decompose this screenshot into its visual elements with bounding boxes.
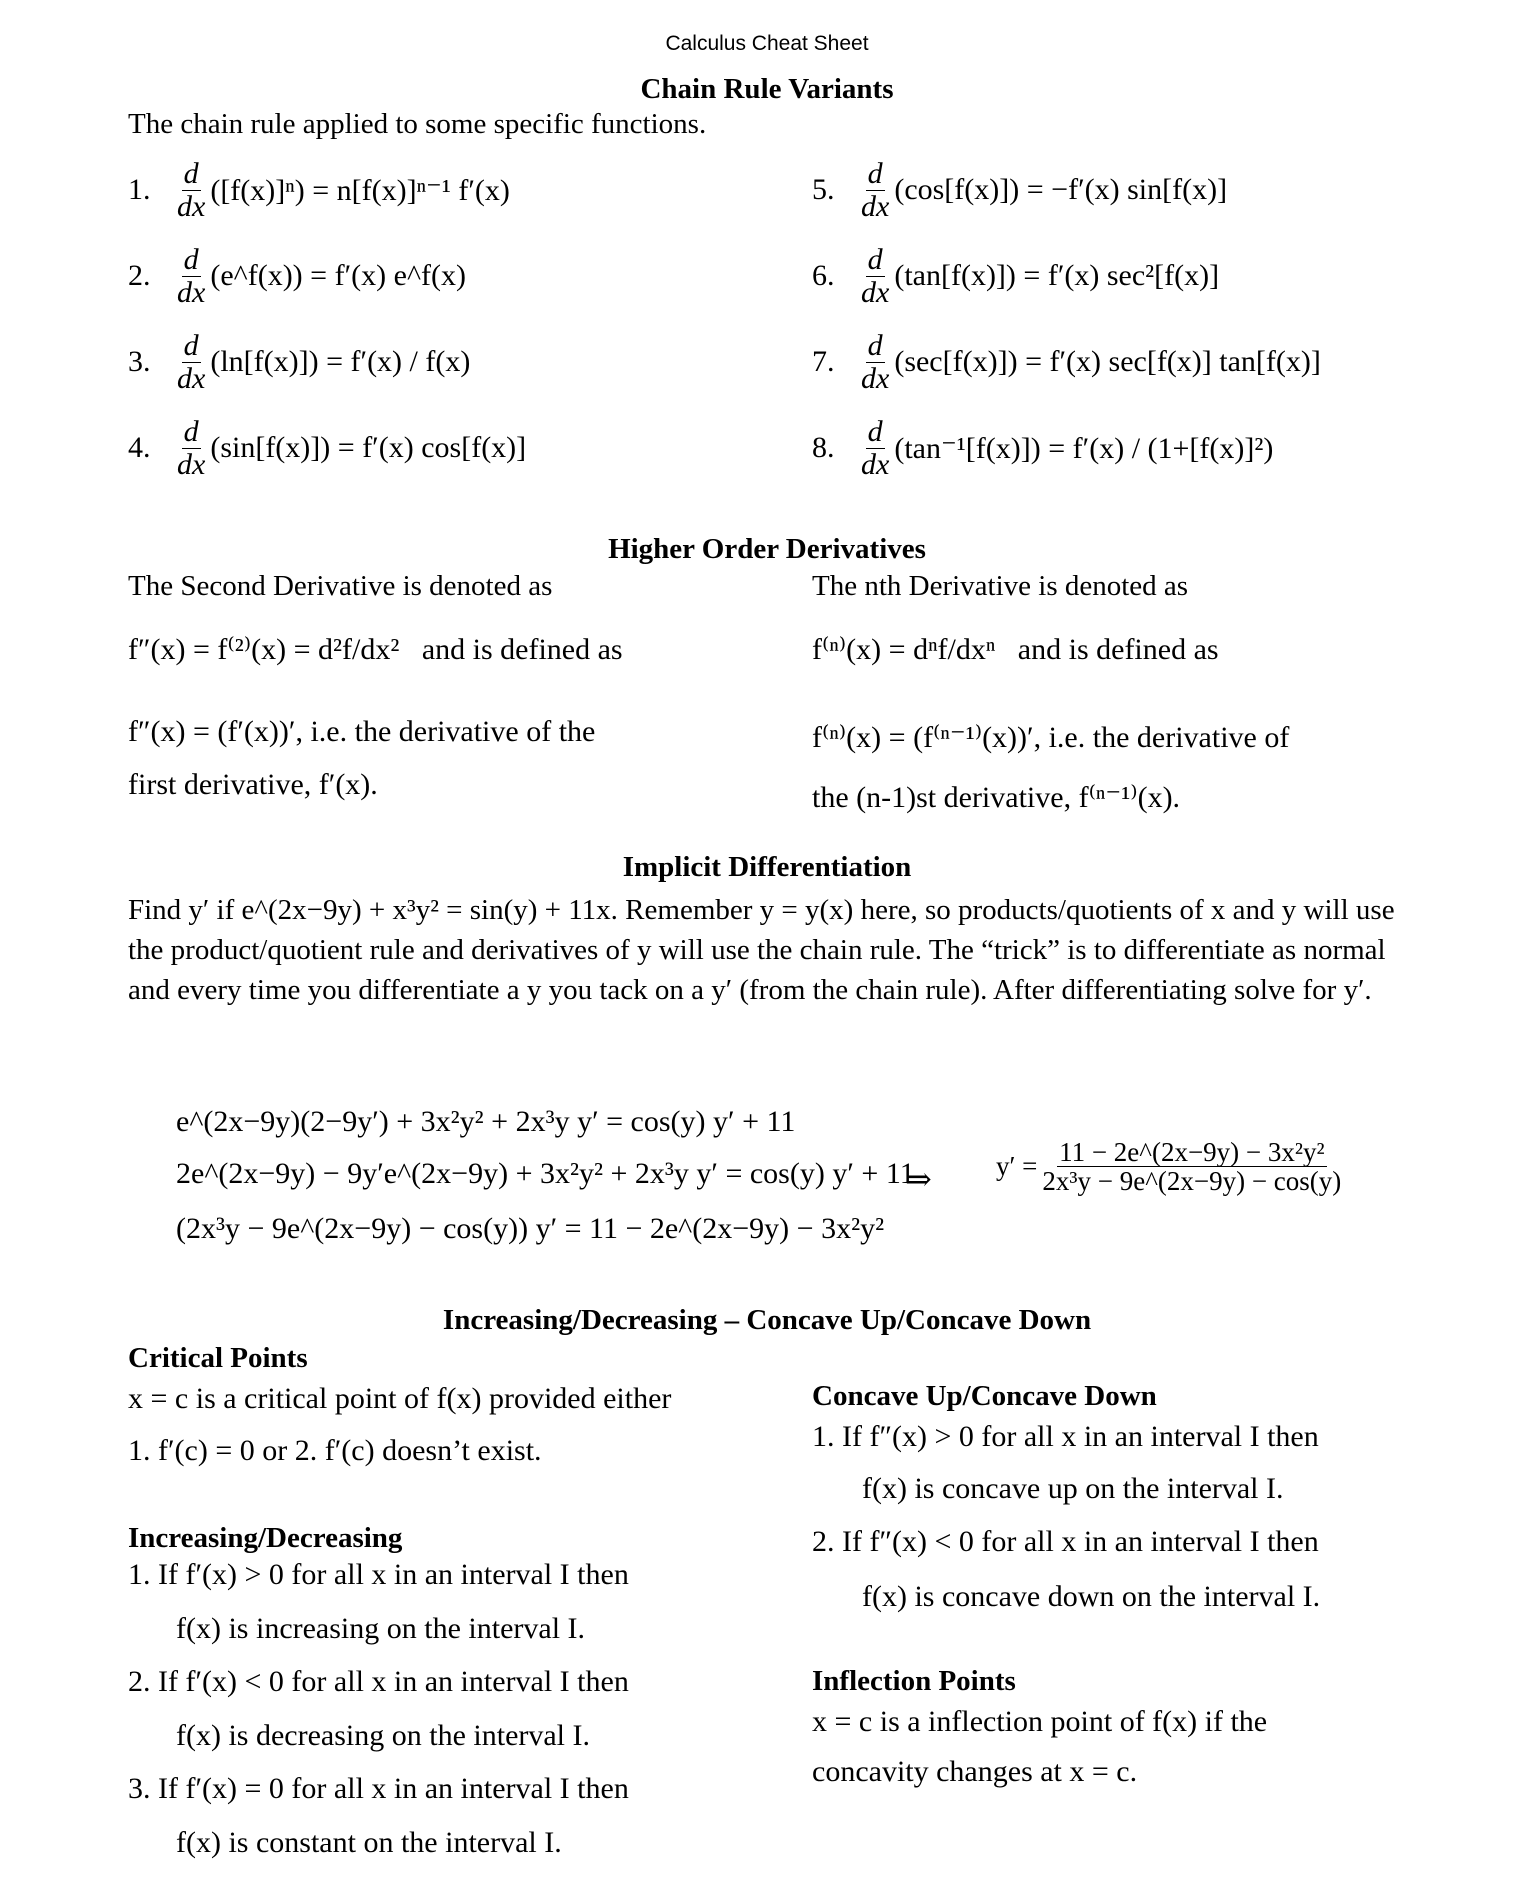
implicit-result: y′ = $\frac{\text{11 − 2e\textasciicircum{}(2x−9y) − 3x²y²}}{\text{2x³y − 9e\textasciicircum{}(2x−9y) − cos(y)}}$ bbox=[996, 1137, 1342, 1197]
inflection-line-1: x = c is a inflection point of f(x) if the bbox=[812, 1705, 1268, 1738]
implicit-line-3: (2x³y − 9e^(2x−9y) − cos(y)) y′ = 11 − 2e^(2x−9y) − 3x²y² bbox=[176, 1212, 885, 1245]
inflection-line-2: concavity changes at x = c. bbox=[812, 1755, 1138, 1788]
incdec-item-3a: 3. If f′(x) = 0 for all x in an interval I then bbox=[128, 1772, 629, 1805]
higher-left-def2: first derivative, f′(x). bbox=[128, 768, 378, 801]
critical-line-2: 1. f′(c) = 0 or 2. f′(c) doesn’t exist. bbox=[128, 1434, 542, 1467]
chain-item-4: 4. $\frac{d}{dx}$ (sin[f(x)]) = f′(x) cos[f(x)] bbox=[128, 415, 527, 481]
implicit-line-1: e^(2x−9y)(2−9y′) + 3x²y² + 2x³y y′ = cos(y) y′ + 11 bbox=[176, 1105, 796, 1138]
concave-title: Concave Up/Concave Down bbox=[812, 1380, 1157, 1412]
chain-item-3: 3. $\frac{d}{dx}$ (ln[f(x)]) = f′(x) / f(x) bbox=[128, 329, 471, 395]
chain-item-2: 2. $\frac{d}{dx}$ (e^f(x)) = f′(x) e^f(x) bbox=[128, 243, 466, 309]
incdec-item-1b: f(x) is increasing on the interval I. bbox=[176, 1612, 586, 1645]
implicit-arrow: ⇒ bbox=[905, 1161, 932, 1197]
incdec-item-2b: f(x) is decreasing on the interval I. bbox=[176, 1719, 591, 1752]
implicit-line-2: 2e^(2x−9y) − 9y′e^(2x−9y) + 3x²y² + 2x³y y′ = cos(y) y′ + 11 bbox=[176, 1157, 915, 1190]
concave-item-2b: f(x) is concave down on the interval I. bbox=[862, 1580, 1321, 1613]
higher-title: Higher Order Derivatives bbox=[608, 533, 926, 565]
higher-left-def: f″(x) = (f′(x))′, i.e. the derivative of the bbox=[128, 715, 596, 748]
incdec-item-1a: 1. If f′(x) > 0 for all x in an interval I then bbox=[128, 1558, 629, 1591]
incdec-subtitle: Increasing/Decreasing bbox=[128, 1522, 403, 1554]
chain-item-5: 5. $\frac{d}{dx}$ (cos[f(x)]) = −f′(x) sin[f(x)] bbox=[812, 157, 1228, 223]
critical-title: Critical Points bbox=[128, 1342, 308, 1374]
higher-right-formula: f⁽ⁿ⁾(x) = dⁿf/dxⁿ and is defined as bbox=[812, 633, 1219, 666]
implicit-paragraph: Find y′ if e^(2x−9y) + x³y² = sin(y) + 11x. Remember y = y(x) here, so products/quotients of x and y will use the product/quotient rule and derivatives of y will use the chain rule. The “trick” is to differentiate as normal and every time you differentiate a y you tack on a y′ (from the chain rule). After differentiating solve for y′. bbox=[128, 894, 1395, 1006]
concave-item-1a: 1. If f″(x) > 0 for all x in an interval I then bbox=[812, 1420, 1319, 1453]
higher-left-intro: The Second Derivative is denoted as bbox=[128, 570, 553, 602]
higher-left-formula: f″(x) = f⁽²⁾(x) = d²f/dx² and is defined as bbox=[128, 633, 623, 666]
higher-right-def2: the (n-1)st derivative, f⁽ⁿ⁻¹⁾(x). bbox=[812, 781, 1181, 814]
chain-item-6: 6. $\frac{d}{dx}$ (tan[f(x)]) = f′(x) sec²[f(x)] bbox=[812, 243, 1220, 309]
chain-item-8: 8. $\frac{d}{dx}$ (tan⁻¹[f(x)]) = f′(x) / (1+[f(x)]²) bbox=[812, 415, 1274, 481]
critical-line-1: x = c is a critical point of f(x) provided either bbox=[128, 1382, 672, 1415]
chain-intro: The chain rule applied to some specific functions. bbox=[128, 108, 707, 140]
chain-item-7: 7. $\frac{d}{dx}$ (sec[f(x)]) = f′(x) sec[f(x)] tan[f(x)] bbox=[812, 329, 1321, 395]
higher-right-def: f⁽ⁿ⁾(x) = (f⁽ⁿ⁻¹⁾(x))′, i.e. the derivative of bbox=[812, 721, 1290, 754]
chain-title: Chain Rule Variants bbox=[640, 73, 894, 105]
incdec-title: Increasing/Decreasing – Concave Up/Concave Down bbox=[442, 1304, 1092, 1336]
inflection-title: Inflection Points bbox=[812, 1665, 1016, 1697]
implicit-title: Implicit Differentiation bbox=[622, 851, 912, 883]
chain-item-1: 1. $\frac{d}{dx}$ ([f(x)]ⁿ) = n[f(x)]ⁿ⁻¹ f′(x) bbox=[128, 157, 510, 223]
higher-right-intro: The nth Derivative is denoted as bbox=[812, 570, 1189, 602]
concave-item-1b: f(x) is concave up on the interval I. bbox=[862, 1472, 1284, 1505]
incdec-item-3b: f(x) is constant on the interval I. bbox=[176, 1826, 562, 1859]
header: Calculus Cheat Sheet bbox=[665, 32, 869, 55]
concave-item-2a: 2. If f″(x) < 0 for all x in an interval I then bbox=[812, 1525, 1319, 1558]
incdec-item-2a: 2. If f′(x) < 0 for all x in an interval I then bbox=[128, 1665, 629, 1698]
